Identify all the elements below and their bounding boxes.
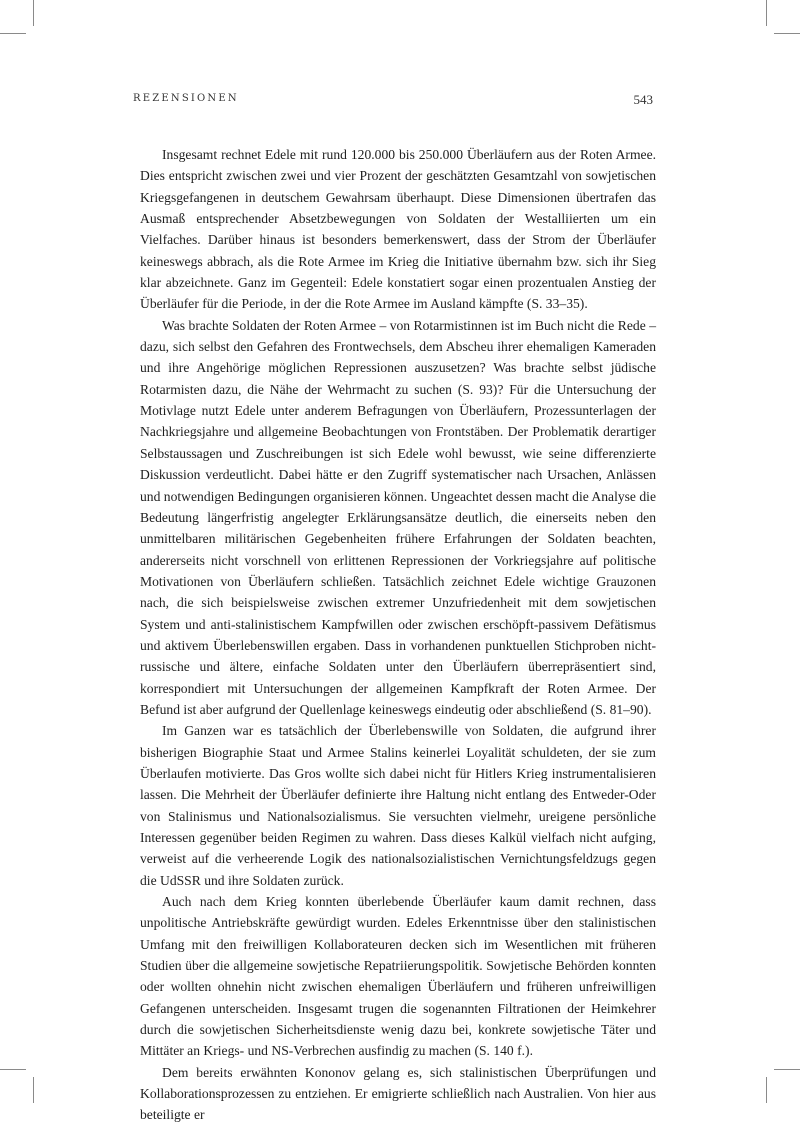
- body-text: [140, 144, 656, 1126]
- running-head: REZENSIONEN: [133, 93, 239, 104]
- page-number: 543: [633, 92, 653, 107]
- paragraph: Im Ganzen war es tatsächlich der Überlebenswille von Soldaten, die aufgrund ihrer bisherigen Biographie Staat und Armee Stalins keinerlei Loyalität schuldeten, der sie zum Überlaufen motivierte. Das Gros wollte sich dabei nicht für Hitlers Krieg instrumentalisieren lassen. Die Mehrheit der Überläufer definierte ihre Haltung nicht entlang des Entweder-Oder von Stalinismus und Nationalsozialismus. Sie versuchten vielmehr, ureigene persönliche Interessen gegenüber beiden Regimen zu wahren. Dass dieses Kalkül vielfach nicht aufging, verweist auf die verheerende Logik des nationalsozialistischen Vernichtungsfeldzugs gegen die UdSSR und ihre Soldaten zurück.: [140, 723, 656, 888]
- crop-mark-bottom-right: [766, 1077, 767, 1103]
- crop-mark-bottom-right: [774, 1069, 800, 1070]
- paragraph: Dem bereits erwähnten Kononov gelang es, sich stalinistischen Überprüfungen und Kollaborationsprozessen zu entziehen. Er emigrierte schließlich nach Australien. Von hier aus beteiligte er: [140, 1064, 656, 1123]
- crop-mark-bottom-left: [33, 1077, 34, 1103]
- paragraph: Was brachte Soldaten der Roten Armee – von Rotarmistinnen ist im Buch nicht die Rede – dazu, sich selbst den Gefahren des Frontwechsels, dem Abscheu ihrer ehemaligen Kameraden und ihre Angehörige möglichen Repressionen auszusetzen? Was brachte selbst jüdische Rotarmisten dazu, die Nähe der Wehrmacht zu suchen (S. 93)? Für die Untersuchung der Motivlage nutzt Edele unter anderem Befragungen von Überläufern, Prozessunterlagen der Nachkriegsjahre und allgemeine Beobachtungen von Frontstäben. Der Problematik derartiger Selbstaussagen und Zuschreibungen ist sich Edele wohl bewusst, wie seine differenzierte Diskussion verdeutlicht. Dabei hätte er den Zugriff systematischer nach Ursachen, Anlässen und notwendigen Bedingungen organisieren können. Ungeachtet dessen macht die Analyse die Bedeutung längerfristig angelegter Erklärungsansätze deutlich, die einerseits neben den unmittelbaren militärischen Gegebenheiten frühere Erfahrungen der Soldaten beachten, andererseits nicht vorschnell von erlittenen Repressionen der Vorkriegsjahre auf politische Motivationen von Überläufern schließen. Tatsächlich zeichnet Edele wichtige Grauzonen nach, die sich beispielsweise zwischen extremer Unzufriedenheit mit dem sowjetischen System und anti-stalinistischem Kampfwillen oder zwischen erschöpft-passivem Defätismus und aktivem Überlebenswillen ergaben. Dass in vorhandenen punktuellen Stichproben nicht-russische und ältere, einfache Soldaten unter den Überläufern überrepräsentiert sind, korrespondiert mit Untersuchungen der allgemeinen Kampfkraft der Roten Armee. Der Befund ist aber aufgrund der Quellenlage keineswegs eindeutig oder abschließend (S. 81–90).: [140, 317, 656, 717]
- crop-mark-top-left: [33, 0, 34, 26]
- crop-mark-top-left: [0, 33, 26, 34]
- paragraph: Insgesamt rechnet Edele mit rund 120.000 bis 250.000 Überläufern aus der Roten Armee. Dies entspricht zwischen zwei und vier Prozent der geschätzten Gesamtzahl von sowjetischen Kriegsgefangenen in deutschem Gewahrsam überhaupt. Diese Dimensionen übertrafen das Ausmaß entsprechender Absetzbewegungen von Soldaten der Westalliierten um ein Vielfaches. Darüber hinaus ist besonders bemerkenswert, dass der Strom der Überläufer keineswegs abbrach, als die Rote Armee im Krieg die Initiative übernahm bzw. sich ihr Sieg klar abzeichnete. Ganz im Gegenteil: Edele konstatiert sogar einen prozentualen Anstieg der Überläufer für die Periode, in der die Rote Armee im Ausland kämpfte (S. 33–35).: [140, 147, 656, 312]
- crop-mark-bottom-left: [0, 1069, 26, 1070]
- crop-mark-top-right: [774, 33, 800, 34]
- paragraph: Auch nach dem Krieg konnten überlebende Überläufer kaum damit rechnen, dass unpolitische Antriebskräfte gewürdigt wurden. Edeles Erkenntnisse über den stalinistischen Umfang mit den freiwilligen Kollaborateuren decken sich im Wesentlichen mit früheren Studien über die allgemeine sowjetische Repatriierungspolitik. Sowjetische Behörden konnten oder wollten ohnehin nicht zwischen ehemaligen Überläufern und früheren unfreiwilligen Gefangenen unterscheiden. Insgesamt trugen die sogenannten Filtrationen der Heimkehrer durch die sowjetischen Sicherheitsdienste wenig dazu bei, konkrete sowjetische Täter und Mittäter an Kriegs- und NS-Verbrechen ausfindig zu machen (S. 140 f.).: [140, 894, 656, 1059]
- crop-mark-top-right: [766, 0, 767, 26]
